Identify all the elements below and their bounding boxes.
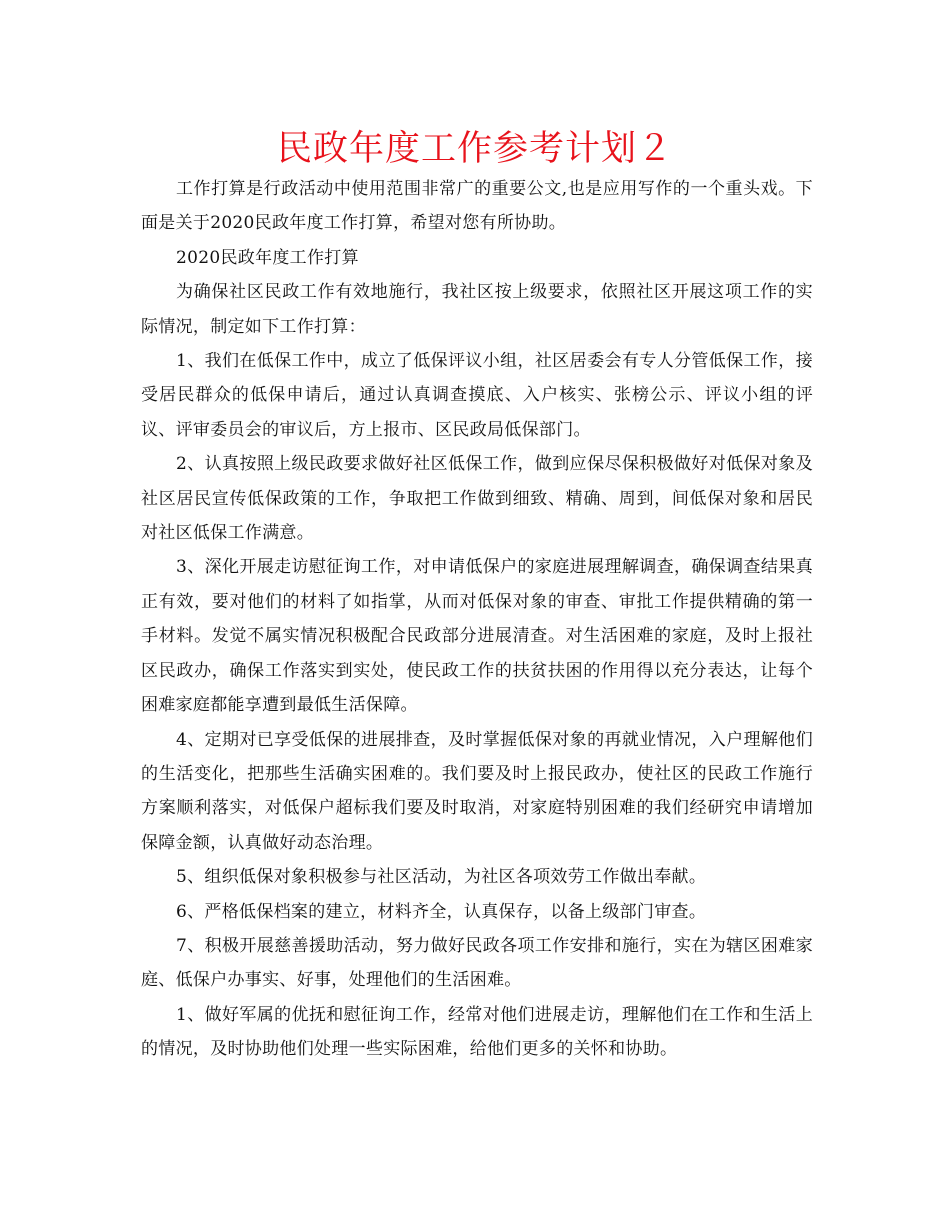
body-paragraph: 6、严格低保档案的建立，材料齐全，认真保存，以备上级部门审查。: [176, 901, 707, 922]
body-paragraph: 1、做好军属的优抚和慰征询工作，经常对他们进展走访，理解他们在工作和生活上的情况，及时协助他们处理一些实际困难，给他们更多的关怀和协助。: [141, 1004, 813, 1060]
body-paragraph: 1、我们在低保工作中，成立了低保评议小组，社区居委会有专人分管低保工作，接受居民群众的低保申请后，通过认真调查摸底、入户核实、张榜公示、评议小组的评议、评审委员会的审议后，方上报市、区民政局低保部门。: [141, 351, 813, 440]
section-heading: 2020民政年度工作打算: [176, 247, 359, 268]
body-paragraph: 4、定期对已享受低保的进展排查，及时掌握低保对象的再就业情况，入户理解他们的生活变化，把那些生活确实困难的。我们要及时上报民政办，使社区的民政工作施行方案顺利落实，对低保户超标我们要及时取消，对家庭特别困难的我们经研究申请增加保障金额，认真做好动态治理。: [141, 729, 813, 853]
body-paragraph: 5、组织低保对象积极参与社区活动，为社区各项效劳工作做出奉献。: [176, 867, 707, 888]
intro-paragraph: 工作打算是行政活动中使用范围非常广的重要公文,也是应用写作的一个重头戏。下面是关于2020民政年度工作打算，希望对您有所协助。: [141, 179, 813, 234]
body-paragraph: 2、认真按照上级民政要求做好社区低保工作，做到应保尽保积极做好对低保对象及社区居民宣传低保政策的工作，争取把工作做到细致、精确、周到，间低保对象和居民对社区低保工作满意。: [141, 454, 813, 544]
document-title: 民政年度工作参考计划２: [276, 129, 673, 169]
body-paragraph: 7、积极开展慈善援助活动，努力做好民政各项工作安排和施行，实在为辖区困难家庭、低保户办事实、好事，处理他们的生活困难。: [141, 935, 813, 991]
body-paragraph: 为确保社区民政工作有效地施行，我社区按上级要求，依照社区开展这项工作的实际情况，制定如下工作打算：: [141, 282, 813, 337]
document-body: [141, 172, 813, 1067]
body-paragraph: 3、深化开展走访慰征询工作，对申请低保户的家庭进展理解调查，确保调查结果真正有效，要对他们的材料了如指掌，从而对低保对象的审查、审批工作提供精确的第一手材料。发觉不属实情况积极配合民政部分进展清查。对生活困难的家庭，及时上报社区民政办，确保工作落实到实处，使民政工作的扶贫扶困的作用得以充分表达，让每个困难家庭都能享遭到最低生活保障。: [141, 557, 813, 716]
